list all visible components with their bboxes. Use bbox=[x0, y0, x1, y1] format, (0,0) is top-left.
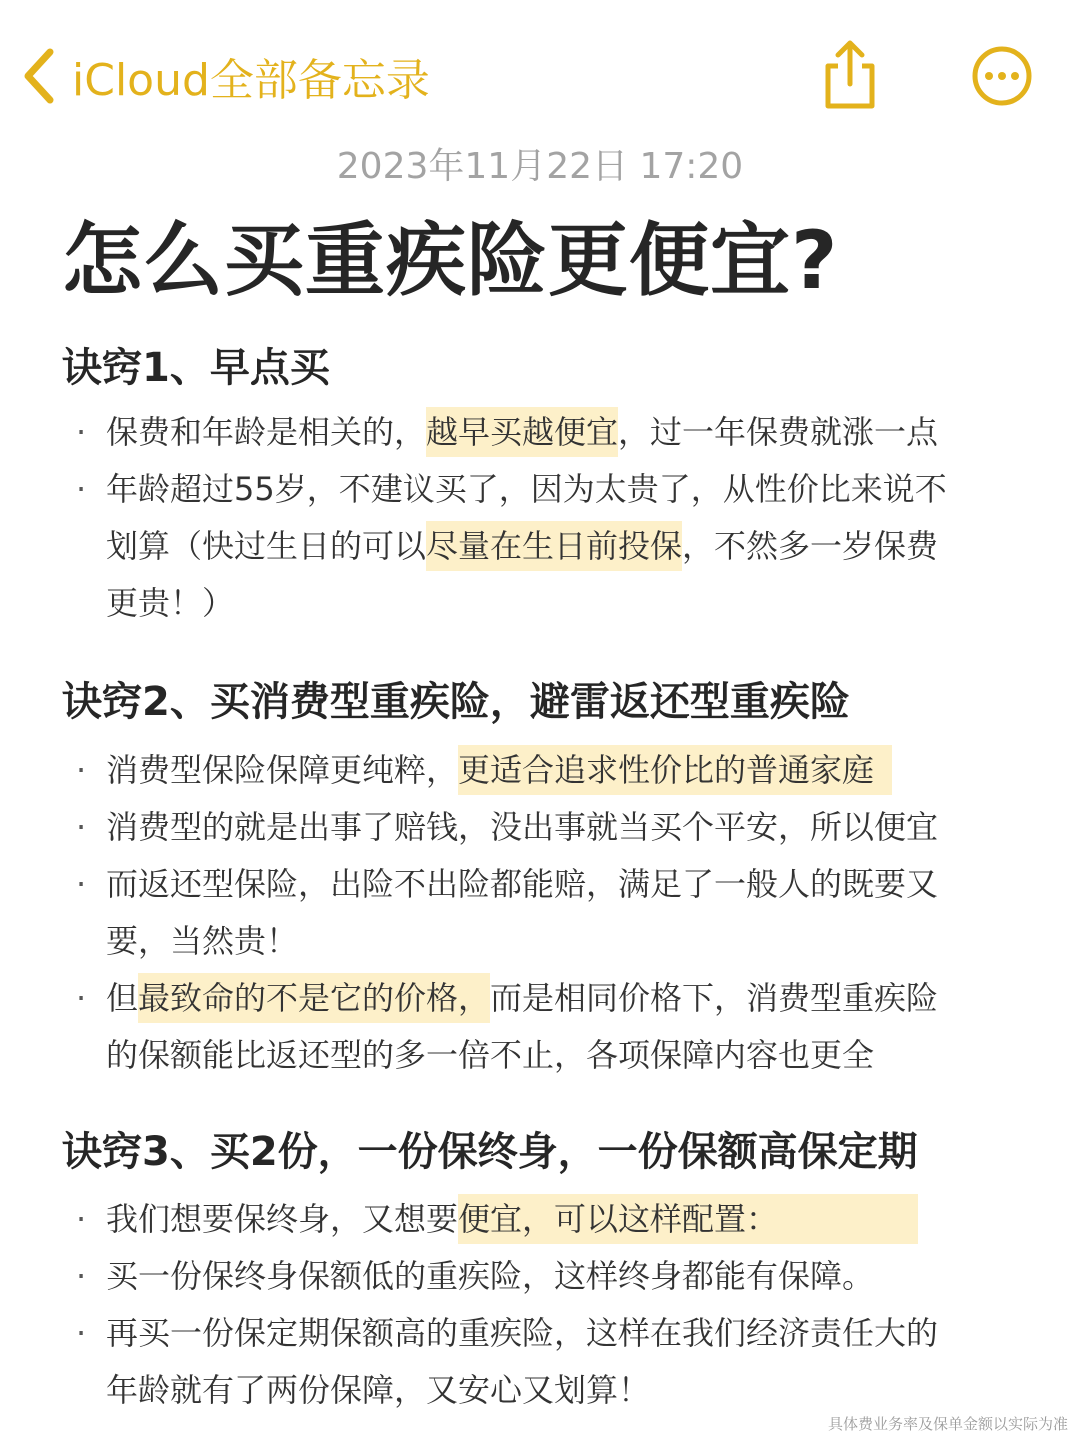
list-item-text: 年龄就有了两份保障，又安心又划算！ bbox=[106, 1371, 651, 1409]
ellipsis-circle-icon bbox=[970, 93, 1034, 112]
list-item[interactable] bbox=[0, 461, 1080, 517]
bullet-marker: · bbox=[76, 470, 87, 508]
highlighted-text: 便宜，可以这样配置： bbox=[458, 1194, 918, 1244]
list-item-text: 更贵！） bbox=[106, 584, 235, 622]
bullet-marker: · bbox=[76, 413, 87, 451]
highlighted-text: 更适合追求性价比的普通家庭 bbox=[458, 745, 892, 795]
bullet-marker: · bbox=[76, 751, 87, 789]
list-item-text: 买一份保终身保额低的重疾险，这样终身都能有保障。 bbox=[106, 1257, 875, 1295]
section-heading[interactable]: 诀窍2、买消费型重疾险，避雷返还型重疾险 bbox=[62, 679, 850, 725]
highlighted-text: 越早买越便宜 bbox=[426, 407, 618, 457]
list-item-text: 消费型保险保障更纯粹，更适合追求性价比的普通家庭 bbox=[106, 742, 892, 798]
list-item[interactable] bbox=[0, 1305, 1080, 1361]
section-heading[interactable]: 诀窍1、早点买 bbox=[62, 345, 330, 391]
list-item-text: 划算（快过生日的可以尽量在生日前投保，不然多一岁保费 bbox=[106, 518, 938, 574]
list-item[interactable] bbox=[0, 970, 1080, 1026]
note-timestamp: 2023年11月22日 17:20 bbox=[336, 146, 744, 187]
list-item-text: 再买一份保定期保额高的重疾险，这样在我们经济责任大的 bbox=[106, 1314, 939, 1352]
list-item-text: 我们想要保终身，又想要便宜，可以这样配置： bbox=[106, 1191, 918, 1247]
highlighted-text: 尽量在生日前投保 bbox=[426, 521, 682, 571]
back-button[interactable] bbox=[22, 40, 430, 112]
list-item-text: 的保额能比返还型的多一倍不止，各项保障内容也更全 bbox=[106, 1036, 875, 1074]
share-icon bbox=[818, 95, 882, 114]
highlighted-text: 最致命的不是它的价格， bbox=[138, 973, 490, 1023]
bullet-marker: · bbox=[76, 1200, 87, 1238]
list-item-text: 保费和年龄是相关的，越早买越便宜，过一年保费就涨一点 bbox=[106, 404, 938, 460]
more-options-button[interactable] bbox=[970, 44, 1034, 112]
list-item-text: 而返还型保险，出险不出险都能赔，满足了一般人的既要又 bbox=[106, 865, 939, 903]
list-item-continuation[interactable] bbox=[0, 913, 1080, 969]
note-title[interactable]: 怎么买重疾险更便宜? bbox=[62, 214, 839, 307]
bullet-marker: · bbox=[76, 1314, 87, 1352]
list-item-continuation[interactable] bbox=[0, 575, 1080, 631]
bullet-marker: · bbox=[76, 865, 87, 903]
list-item-continuation[interactable] bbox=[0, 1027, 1080, 1083]
list-item[interactable] bbox=[0, 404, 1080, 460]
disclaimer-text: 具体费业务率及保单金额以实际为准 bbox=[827, 1415, 1068, 1433]
list-item-text: 消费型的就是出事了赔钱，没出事就当买个平安，所以便宜 bbox=[106, 808, 939, 846]
list-item[interactable] bbox=[0, 742, 1080, 798]
bullet-marker: · bbox=[76, 979, 87, 1017]
section-heading[interactable]: 诀窍3、买2份，一份保终身，一份保额高保定期 bbox=[62, 1129, 918, 1175]
bullet-marker: · bbox=[76, 1257, 87, 1295]
list-item-continuation[interactable] bbox=[0, 518, 1080, 574]
navigation-bar bbox=[0, 0, 1080, 150]
list-item[interactable] bbox=[0, 1248, 1080, 1304]
list-item-continuation[interactable] bbox=[0, 1362, 1080, 1418]
list-item-text: 年龄超过55岁，不建议买了，因为太贵了，从性价比来说不 bbox=[106, 470, 947, 508]
list-item[interactable] bbox=[0, 799, 1080, 855]
chevron-left-icon bbox=[22, 46, 56, 106]
back-button-label: iCloud全部备忘录 bbox=[72, 55, 430, 106]
list-item-text: 要，当然贵！ bbox=[106, 922, 299, 960]
list-item[interactable] bbox=[0, 856, 1080, 912]
share-button[interactable] bbox=[818, 38, 882, 114]
list-item-text: 但最致命的不是它的价格，而是相同价格下，消费型重疾险 bbox=[106, 970, 938, 1026]
list-item[interactable] bbox=[0, 1191, 1080, 1247]
bullet-marker: · bbox=[76, 808, 87, 846]
